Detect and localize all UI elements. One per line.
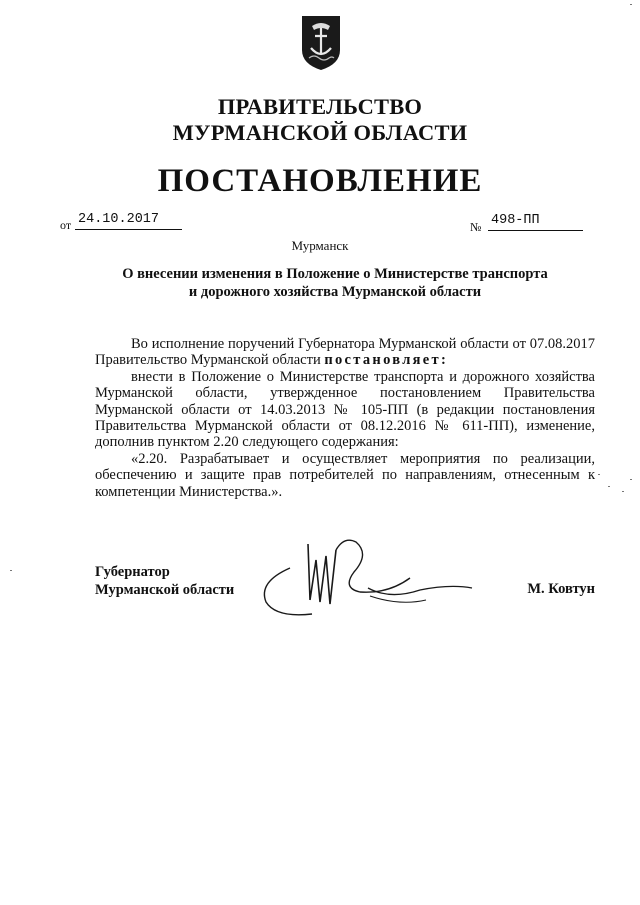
body-paragraph-3: «2.20. Разрабатывает и осуществляет мероприятия по реализации, обеспечению и защите прав потребителей по направлениям, отнесенным к компетенции Министерства.». [95,450,595,500]
subject-line1: О внесении изменения в Положение о Министерстве транспорта [122,266,548,282]
document-body [95,336,595,500]
signatory-name: М. Ковтун [527,581,595,597]
body-paragraph-1 [95,336,595,369]
number-prefix: № [470,220,482,234]
resolution-keyword: постановляет: [324,352,449,369]
scan-speck [598,474,600,475]
date-prefix: от [60,218,72,232]
scan-speck [608,486,610,487]
document-subject [100,265,570,301]
body-paragraph-1-text: Во исполнение поручений Губернатора Мурманской области от 07.08.2017 Правительство Мурманской области [95,336,595,369]
subject-line2: и дорожного хозяйства Мурманской области [188,284,482,300]
signatory-title-line1: Губернатор [95,564,170,580]
scan-speck [630,479,632,480]
scan-speck [630,4,632,5]
document-date: 24.10.2017 [75,212,182,230]
government-title-line2: МУРМАНСКОЙ ОБЛАСТИ [172,120,468,145]
government-title-line1: ПРАВИТЕЛЬСТВО [217,94,423,119]
signatory-title-line2: Мурманской области [95,582,235,598]
scan-speck [622,491,624,492]
handwritten-signature [250,530,490,620]
coat-of-arms-emblem [298,14,344,72]
body-paragraph-2: внести в Положение о Министерстве транспорта и дорожного хозяйства Мурманской области, утвержденное постановлением Правительства Мурманской области от 14.03.2013 № 105-ПП (в редакции постановления Правительства Мурманской области от 08.12.2016 № 611-ПП), изменение, дополнив пунктом 2.20 следующего содержания: [95,368,595,451]
signatory-title [95,563,234,599]
document-number: 498-ПП [488,213,583,231]
scan-speck [10,570,12,571]
document-type-title: ПОСТАНОВЛЕНИЕ [157,163,483,199]
city-label: Мурманск [291,238,349,253]
